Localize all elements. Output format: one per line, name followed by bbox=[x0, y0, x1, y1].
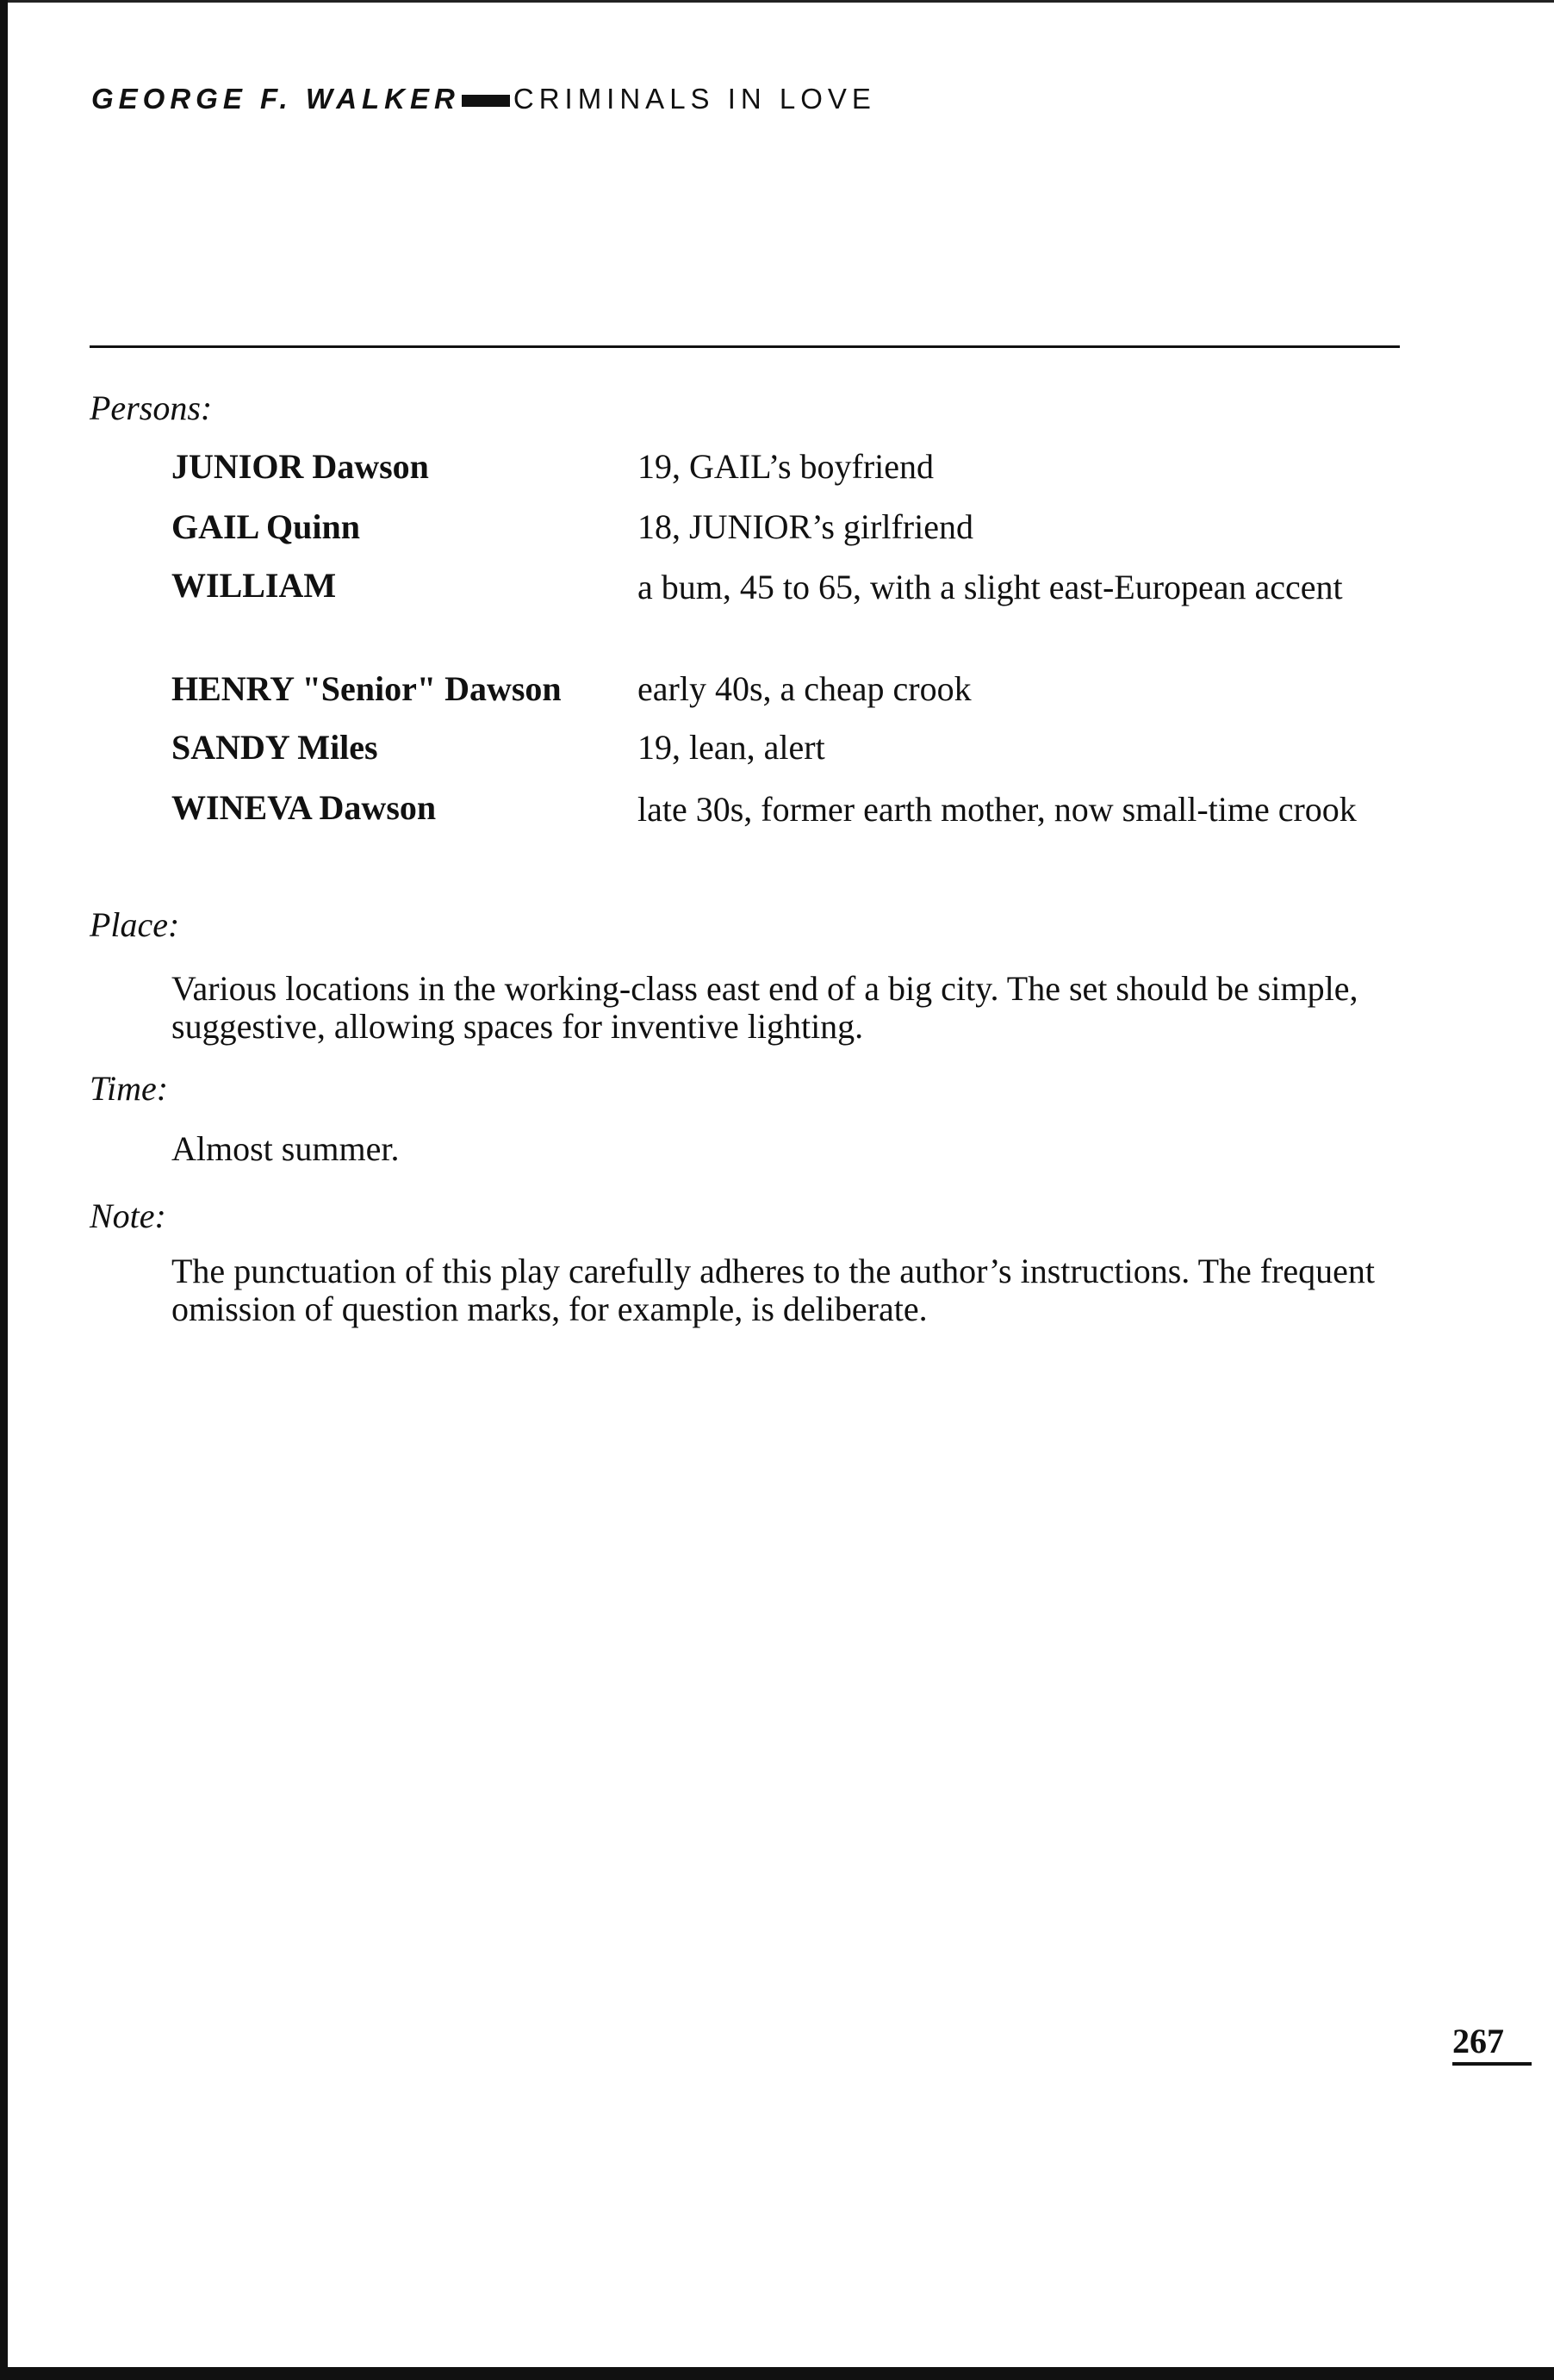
cast-name-junior: JUNIOR Dawson bbox=[171, 447, 429, 486]
cast-desc-sandy: 19, lean, alert bbox=[637, 728, 825, 767]
note-text: The punctuation of this play carefully adheres to the author’s instructions. The frequent omission of question marks, for example, is deliberate. bbox=[171, 1252, 1376, 1328]
place-text: Various locations in the working-class east end of a big city. The set should be simple, suggestive, allowing spaces for inventive lighting. bbox=[171, 969, 1358, 1046]
cast-name-wineva: WINEVA Dawson bbox=[171, 788, 437, 827]
cast-name-sandy: SANDY Miles bbox=[171, 728, 378, 767]
time-text: Almost summer. bbox=[171, 1129, 400, 1168]
cast-desc-henry: early 40s, a cheap crook bbox=[637, 669, 972, 708]
cast-desc-william: a bum, 45 to 65, with a slight east-European accent bbox=[637, 568, 1343, 606]
running-head-author: GEORGE F. WALKER bbox=[91, 83, 460, 115]
running-head-title: CRIMINALS IN LOVE bbox=[513, 83, 876, 115]
place-label: Place: bbox=[90, 905, 180, 944]
running-head bbox=[91, 83, 876, 115]
note-label: Note: bbox=[90, 1196, 166, 1235]
page-edge-left bbox=[0, 0, 8, 2380]
page-edge-top bbox=[0, 0, 1554, 3]
cast-desc-gail: 18, JUNIOR’s girlfriend bbox=[637, 507, 973, 546]
page-edge-bottom bbox=[0, 2367, 1554, 2380]
running-head-separator bbox=[462, 95, 510, 107]
cast-desc-junior: 19, GAIL’s boyfriend bbox=[637, 447, 935, 486]
page-number: 267 bbox=[1452, 2022, 1504, 2060]
header-rule bbox=[90, 345, 1400, 348]
cast-name-henry: HENRY "Senior" Dawson bbox=[171, 669, 562, 708]
cast-name-william: WILLIAM bbox=[171, 566, 337, 605]
cast-desc-wineva: late 30s, former earth mother, now small-time crook bbox=[637, 790, 1357, 829]
page-number-rule bbox=[1452, 2062, 1532, 2066]
time-label: Time: bbox=[90, 1069, 169, 1108]
cast-name-gail: GAIL Quinn bbox=[171, 507, 361, 546]
persons-label: Persons: bbox=[90, 388, 213, 427]
